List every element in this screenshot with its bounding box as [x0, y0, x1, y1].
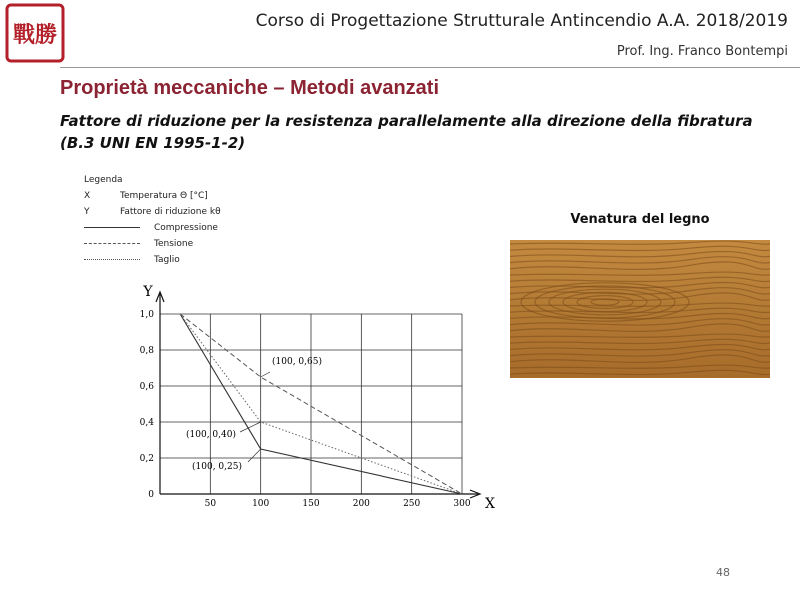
annotation-leader — [248, 449, 261, 462]
legend-x-text: Temperatura Θ [°C] — [120, 191, 208, 201]
y-tick-label: 0,2 — [139, 454, 154, 464]
legend-heading: Legenda — [84, 175, 123, 185]
slide-title: Proprietà meccaniche – Metodi avanzati — [60, 77, 440, 99]
x-tick-label: 50 — [204, 499, 217, 509]
x-tick-label: 200 — [352, 499, 370, 509]
annotation-label: (100, 0,40) — [186, 430, 236, 440]
legend-tension-label: Tensione — [154, 239, 194, 249]
y-axis-label: Y — [143, 284, 153, 300]
wood-grain-image — [510, 240, 770, 378]
annotation-label: (100, 0,65) — [272, 357, 322, 367]
legend-compression-label: Compressione — [154, 223, 218, 233]
logo-text: 戰勝 — [12, 22, 58, 48]
course-title: Corso di Progettazione Strutturale Antincendio A.A. 2018/2019 — [255, 11, 788, 31]
legend-y-text: Fattore di riduzione kθ — [120, 207, 221, 217]
x-tick-label: 300 — [453, 499, 471, 509]
y-tick-label: 1,0 — [139, 310, 154, 320]
y-tick-label: 0 — [148, 490, 154, 500]
chart-annotations — [186, 356, 322, 472]
wood-grain-caption: Venatura del legno — [570, 212, 710, 227]
annotation-leader — [261, 372, 270, 377]
annotation-leader — [240, 422, 261, 432]
legend-x-symbol: X — [84, 191, 91, 201]
x-tick-label: 150 — [302, 499, 320, 509]
professor-name: Prof. Ing. Franco Bontempi — [616, 44, 788, 59]
annotation-label: (100, 0,25) — [192, 462, 242, 472]
y-tick-label: 0,8 — [139, 346, 154, 356]
page-number: 48 — [716, 566, 730, 579]
legend-shear-label: Taglio — [154, 255, 180, 265]
legend-y-symbol: Y — [84, 207, 90, 217]
subtitle-line-2: (B.3 UNI EN 1995-1-2) — [60, 134, 246, 152]
y-tick-label: 0,4 — [139, 418, 154, 428]
x-tick-label: 250 — [403, 499, 421, 509]
x-tick-label: 100 — [252, 499, 270, 509]
chart-axes — [139, 284, 495, 512]
subtitle-line-1: Fattore di riduzione per la resistenza parallelamente alla direzione della fibratura — [60, 112, 753, 130]
y-tick-label: 0,6 — [139, 382, 154, 392]
x-axis-label: X — [485, 496, 495, 512]
